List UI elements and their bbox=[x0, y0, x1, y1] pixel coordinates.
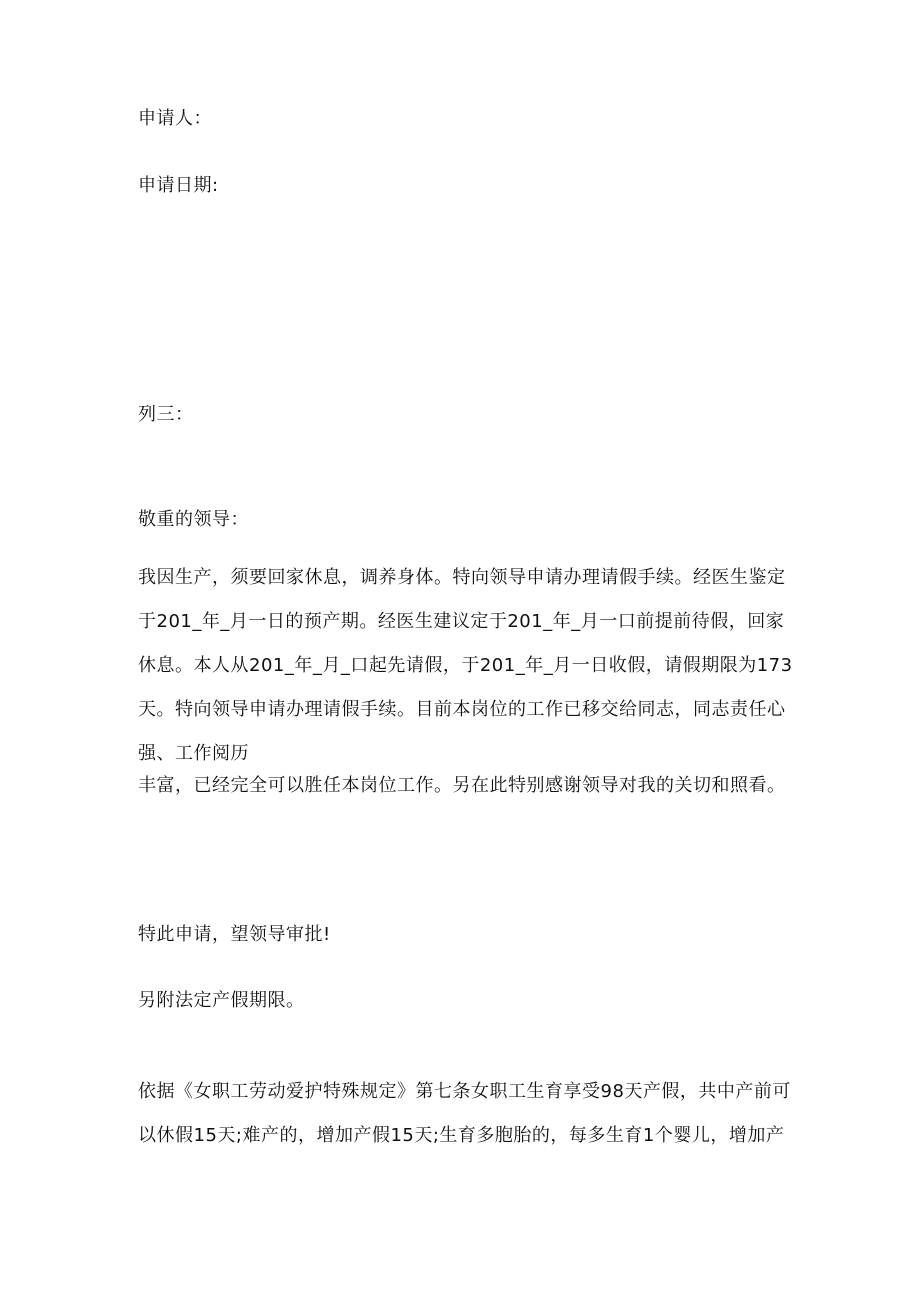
salutation: 敬重的领导： bbox=[138, 509, 249, 530]
law-line: 以休假15天;难产的，增加产假15天;生育多胞胎的，每多生育1个婴儿，增加产 bbox=[138, 1125, 785, 1146]
letter-body bbox=[138, 567, 798, 819]
apply-date-label: 申请日期: bbox=[138, 175, 219, 196]
attachment-note: 另附法定产假期限。 bbox=[138, 990, 305, 1011]
closing-line: 特此申请，望领导审批! bbox=[138, 924, 331, 945]
applicant-label: 申请人： bbox=[138, 108, 212, 129]
body-line: 于201_年_月一日的预产期。经医生建议定于201_年_月一口前提前待假，回家 bbox=[138, 611, 785, 632]
section-heading: 列三： bbox=[138, 404, 194, 425]
body-line: 丰富，已经完全可以胜任本岗位工作。另在此特别感谢领导对我的关切和照看。 bbox=[138, 775, 786, 796]
body-line: 天。特向领导申请办理请假手续。目前本岗位的工作已移交给同志，同志责任心 bbox=[138, 699, 786, 720]
body-line: 我因生产，须要回家休息，调养身体。特向领导申请办理请假手续。经医生鉴定 bbox=[138, 567, 786, 588]
body-line: 休息。本人从201_年_月_口起先请假，于201_年_月一日收假，请假期限为173 bbox=[138, 655, 793, 676]
law-line: 依据《女职工劳动爱护特殊规定》第七条女职工生育享受98天产假，共中产前可 bbox=[138, 1081, 791, 1102]
body-line: 强、工作阅历 bbox=[138, 743, 249, 764]
law-paragraph bbox=[138, 1081, 798, 1169]
